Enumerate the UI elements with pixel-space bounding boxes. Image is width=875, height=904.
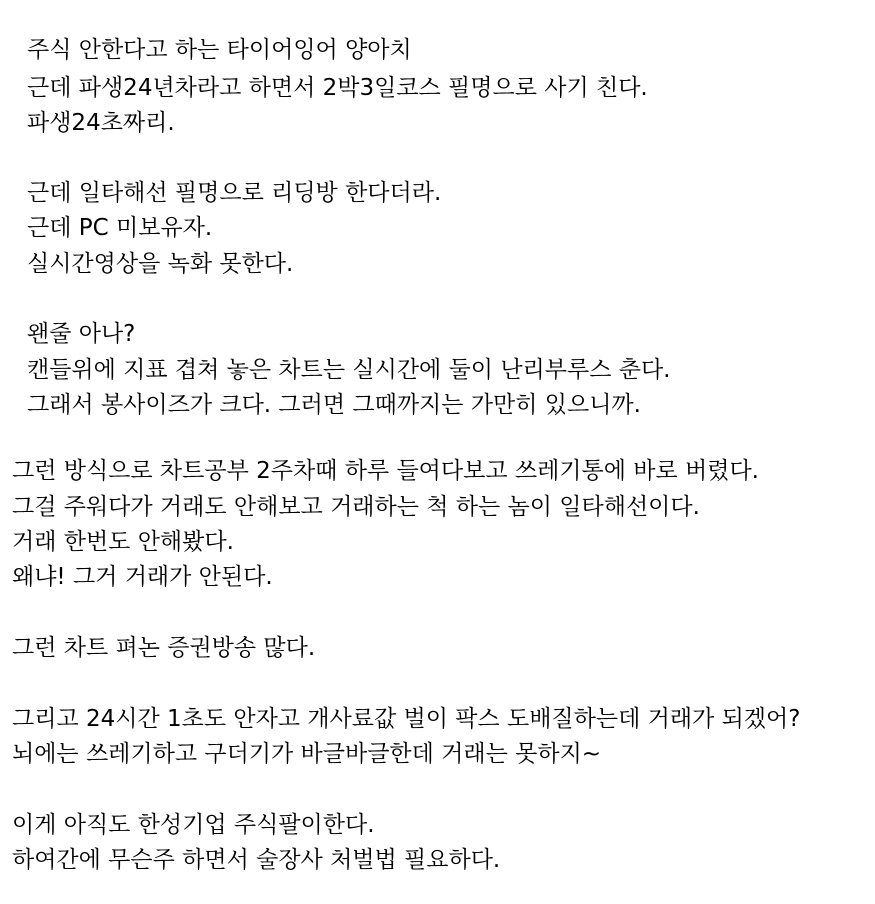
text-line: 거래 한번도 안해봤다. [12,529,234,555]
text-line: 그런 방식으로 차트공부 2주차때 하루 들여다보고 쓰레기통에 바로 버렸다. [12,458,759,484]
text-line: 근데 파생24년차라고 하면서 2박3일코스 필명으로 사기 친다. [27,75,648,101]
text-line: 근데 PC 미보유자. [27,215,213,241]
text-line: 그런 차트 펴논 증권방송 많다. [12,635,316,661]
text-line: 근데 일타해선 필명으로 리딩방 한다더라. [27,180,442,206]
text-line: 캔들위에 지표 겹쳐 놓은 차트는 실시간에 둘이 난리부루스 춘다. [27,357,671,383]
text-line: 파생24초짜리. [27,110,175,136]
text-line: 그리고 24시간 1초도 안자고 개사료값 벌이 팍스 도배질하는데 거래가 되겠어? [12,706,801,732]
text-line: 왜냐! 그거 거래가 안된다. [12,564,273,590]
text-line: 이게 아직도 한성기업 주식팔이한다. [12,812,375,838]
text-line: 그걸 주워다가 거래도 안해보고 거래하는 척 하는 놈이 일타해선이다. [12,494,700,520]
text-line: 왠줄 아나? [27,321,136,347]
text-line: 그래서 봉사이즈가 크다. 그러면 그때까지는 가만히 있으니까. [27,392,641,418]
text-line: 뇌에는 쓰레기하고 구더기가 바글바글한데 거래는 못하지~ [12,741,602,767]
text-line: 실시간영상을 녹화 못한다. [27,251,294,277]
text-line: 하여간에 무슨주 하면서 술장사 처벌법 필요하다. [12,847,501,873]
text-line: 주식 안한다고 하는 타이어잉어 양아치 [27,37,412,63]
